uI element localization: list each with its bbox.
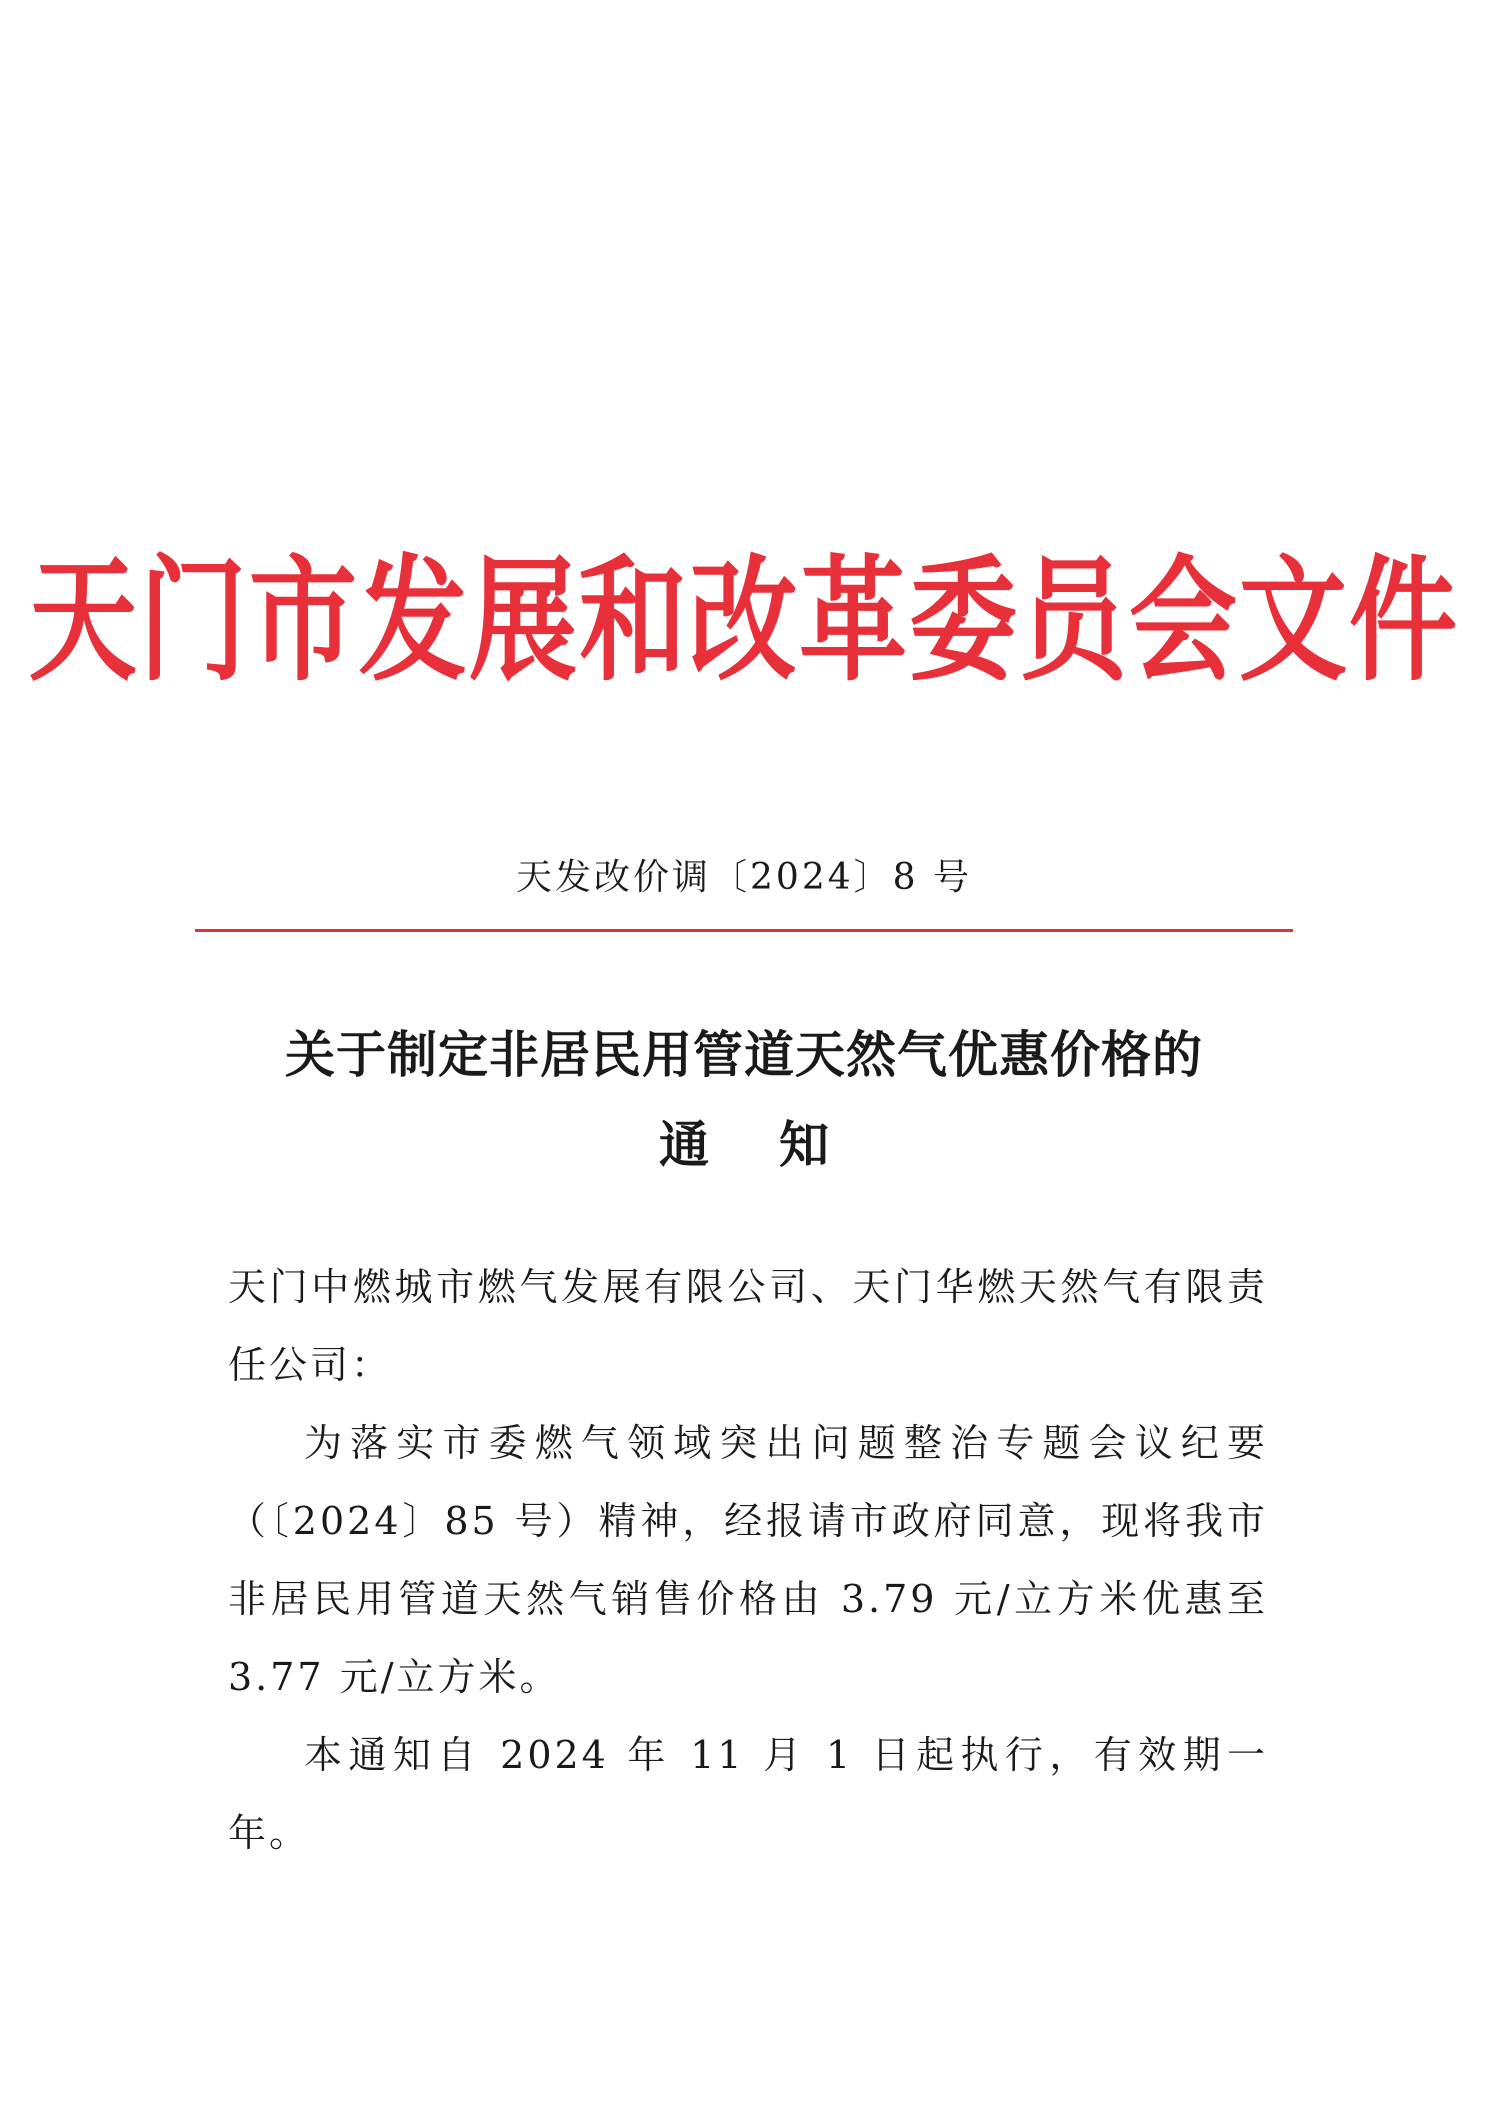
red-divider-rule (195, 929, 1293, 932)
body-paragraph-1: 为落实市委燃气领域突出问题整治专题会议纪要（〔2024〕85 号）精神，经报请市政府同意，现将我市非居民用管道天然气销售价格由 3.79 元/立方米优惠至 3.77 元/立方米。 (228, 1421, 1268, 1699)
notice-title-line2: 通知 (659, 1116, 899, 1174)
masthead-title: 天门市发展和改革委员会文件 (28, 543, 1459, 700)
notice-title-line1: 关于制定非居民用管道天然气优惠价格的 (285, 1026, 1203, 1084)
document-number: 天发改价调〔2024〕8 号 (516, 857, 972, 898)
addressee: 天门中燃城市燃气发展有限公司、天门华燃天然气有限责任公司： (228, 1265, 1268, 1387)
body-paragraph-2: 本通知自 2024 年 11 月 1 日起执行，有效期一年。 (228, 1733, 1268, 1855)
notice-body (228, 1248, 1268, 1872)
notice-title (0, 1010, 1488, 1190)
